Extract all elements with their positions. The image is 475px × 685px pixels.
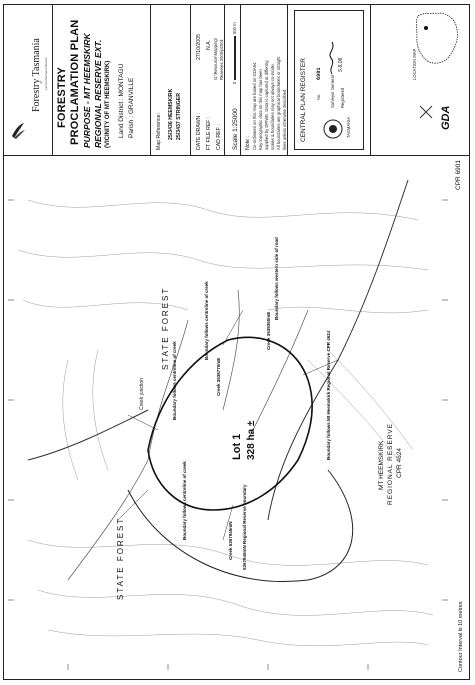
title-block-divider xyxy=(3,155,470,156)
scale-divider xyxy=(240,4,241,155)
svg-text:Creek 3539360mE: Creek 3539360mE xyxy=(266,311,271,350)
title-heading: FORESTRY xyxy=(56,66,68,128)
creek-label-1 xyxy=(216,358,221,396)
map-frame xyxy=(8,160,448,670)
svg-text:STATE FOREST: STATE FOREST xyxy=(161,286,170,370)
map-canvas xyxy=(8,160,448,670)
date-drawn-value: 27/10/2005 xyxy=(196,34,202,60)
register-registered-value: 5.6.06 xyxy=(338,57,344,72)
purpose-line-2: REGIONAL RESERVE EXT. xyxy=(93,39,103,148)
register-no-value: 6901 xyxy=(316,67,322,80)
boundary-road-label xyxy=(274,237,279,320)
divider-mapref xyxy=(190,4,191,155)
scale-bar-zero: 0 xyxy=(232,81,237,84)
boundary-creek-label-3 xyxy=(182,461,187,540)
location-map-tasmania-icon xyxy=(410,10,462,68)
svg-text:Creek 5367946mN: Creek 5367946mN xyxy=(228,521,233,560)
surveyor-signature xyxy=(326,40,338,76)
purpose-line-1: PURPOSE - MT HEEMSKIRK xyxy=(82,33,92,148)
logo-name: Forestry Tasmania xyxy=(31,38,42,112)
register-no-label: No. xyxy=(316,93,321,100)
reserve-boundary xyxy=(128,470,353,582)
date-drawn-label: DATE DRAWN : xyxy=(196,112,202,150)
svg-text:Boundary follows centreline of: Boundary follows centreline of creek xyxy=(204,281,209,360)
register-seal-icon xyxy=(322,118,344,140)
scale-bar xyxy=(234,36,236,80)
gda-label: GDA xyxy=(440,105,452,130)
svg-text:5367946mN Regional Reserve bou: 5367946mN Regional Reserve boundary xyxy=(242,484,247,570)
notes-line-4: scales & boundaries may not always co-incide. xyxy=(270,63,275,150)
map-reference-1: 25/3436 HEEMSKIRK xyxy=(168,88,174,140)
notes-line-3: supplied by DPIWE. Data is captured at differing xyxy=(264,60,269,150)
register-title: CENTRAL PLAN REGISTER xyxy=(300,58,307,142)
notes-line-6: lines unless otherwise described. xyxy=(282,88,287,150)
cad-ref-value: G:\Resource\Mapping\ xyxy=(213,38,218,80)
scale-bar-500: 500 m xyxy=(232,22,237,34)
notes-label: Note : xyxy=(245,136,251,150)
svg-text:CPR 4624: CPR 4624 xyxy=(396,448,403,478)
svg-text:Lot 1: Lot 1 xyxy=(231,433,243,460)
reserve-type-label xyxy=(387,423,394,505)
svg-text:Boundary follows centreline of: Boundary follows centreline of creek xyxy=(172,341,177,420)
cad-ref-value-2: Reserves 2005\p2001 xyxy=(219,39,224,80)
svg-text:328 ha ±: 328 ha ± xyxy=(246,420,257,460)
scale-label: Scale 1:25000 xyxy=(232,108,239,150)
lot-1-label xyxy=(231,434,243,460)
reserve-cpr-label xyxy=(396,448,403,478)
vicinity-label: (VICINITY OF MT HEEMSKIRK) xyxy=(105,60,111,148)
grid-ticks xyxy=(8,200,448,670)
cad-ref-label: CAD REF : xyxy=(216,124,222,150)
notes-line-2: Key topographic data on this map has been xyxy=(258,69,263,150)
creek-label-3 xyxy=(228,521,233,560)
cpr-number: CPR 6901 xyxy=(455,160,462,190)
svg-text:Boundary follows western side: Boundary follows western side of road xyxy=(274,237,279,320)
title-heading-2: PROCLAMATION PLAN xyxy=(69,19,81,145)
notes-line-5: All boundaries are graphical boundaries or straight xyxy=(276,56,281,150)
state-forest-top-label xyxy=(161,287,170,370)
svg-text:MT HEEMSKIRK: MT HEEMSKIRK xyxy=(378,440,385,490)
contour-interval-note: Contour Interval is 10 metres xyxy=(458,601,464,672)
reserve-name-label xyxy=(378,440,385,490)
location-map-label: LOCATION MAP xyxy=(412,48,417,80)
svg-text:REGIONAL RESERVE: REGIONAL RESERVE xyxy=(387,422,394,505)
gda-crosshair-icon xyxy=(418,104,434,120)
divider-logo xyxy=(52,4,53,155)
divider-details xyxy=(287,4,288,155)
svg-text:Creek junction: Creek junction xyxy=(139,378,145,410)
land-district: Land District : MONTAGU xyxy=(118,63,125,138)
divider-notes xyxy=(370,4,371,155)
register-registered-label: Registered xyxy=(340,87,345,108)
svg-text:Boundary follows Mt Heemskirk: Boundary follows Mt Heemskirk Regional Reserve CPR 4624 xyxy=(326,330,331,460)
register-tasmania: TASMANIA xyxy=(346,116,351,138)
creek-lines xyxy=(68,290,308,580)
state-forest-left-label xyxy=(116,517,125,600)
lot-1-area-label xyxy=(246,420,257,460)
road-lines xyxy=(28,180,408,520)
logo-emblem-icon xyxy=(10,122,26,140)
leader-lines xyxy=(118,310,338,540)
map-reference-label: Map Reference: xyxy=(156,113,162,150)
reserve-boundary-label xyxy=(326,330,331,460)
svg-text:Creek 3538770mE: Creek 3538770mE xyxy=(216,357,221,396)
parish: Parish : GRANVILLE xyxy=(128,77,135,138)
contour-lines xyxy=(18,200,433,646)
notes-line-1: Co-ordinates on this map are based on GDA94. xyxy=(252,61,257,150)
ft-file-ref-value: N.A. xyxy=(206,39,212,50)
register-surveyor-label: Surveyor General xyxy=(330,75,335,108)
details-divider xyxy=(224,4,225,155)
logo-subtitle: Land Information Branch xyxy=(44,57,48,90)
corner-label xyxy=(242,484,247,570)
boundary-creek-label-1 xyxy=(172,341,177,420)
creek-label-2 xyxy=(266,312,271,350)
svg-text:Boundary follows centreline of: Boundary follows centreline of creek xyxy=(182,461,187,540)
ft-file-ref-label: FT FILE REF : xyxy=(206,116,212,150)
boundary-creek-label-2 xyxy=(204,281,209,360)
map-reference-2: 25/3437 STRINGER xyxy=(176,93,182,140)
divider-title xyxy=(150,4,151,155)
svg-text:STATE FOREST: STATE FOREST xyxy=(116,516,125,600)
creek-junction-label xyxy=(139,378,145,410)
